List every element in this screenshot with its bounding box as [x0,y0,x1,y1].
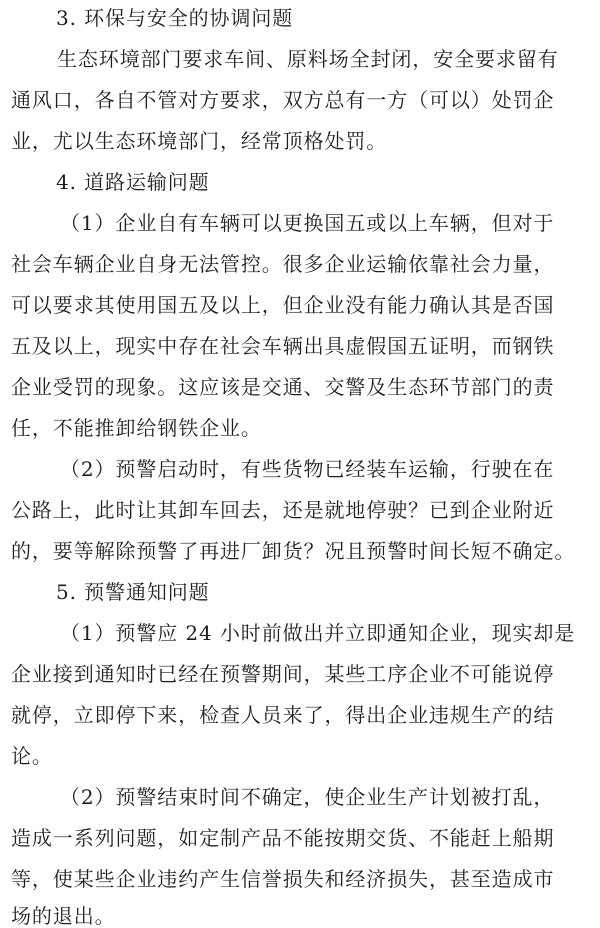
section-heading-3: 3. 环保与安全的协调问题 [56,6,294,30]
paragraph-line: 就停，立即停下来，检查人员来了，得出企业违规生产的结 [11,703,555,727]
paragraph-line: （2）预警结束时间不确定，使企业生产计划被打乱， [60,785,555,809]
paragraph-line: 五及以上，现实中存在社会车辆出具虚假国五证明，而钢铁 [11,334,555,358]
paragraph-line: 公路上，此时让其卸车回去，还是就地停驶？已到企业附近 [11,498,555,522]
paragraph-line: 造成一系列问题，如定制产品不能按期交货、不能赶上船期 [11,826,555,850]
paragraph-line: （2）预警启动时，有些货物已经装车运输，行驶在在 [60,457,555,481]
paragraph-line: （1）预警应 24 小时前做出并立即通知企业，现实却是 [60,621,576,645]
paragraph-line: 的，要等解除预警了再进厂卸货？况且预警时间长短不确定。 [11,539,576,563]
paragraph-line: 论。 [11,744,53,768]
paragraph-line: 企业接到通知时已经在预警期间，某些工序企业不可能说停 [11,662,555,686]
paragraph-line: 业，尤以生态环境部门，经常顶格处罚。 [11,129,388,153]
section-heading-5: 5. 预警通知问题 [56,580,210,604]
paragraph-line: （1）企业自有车辆可以更换国五或以上车辆，但对于 [60,211,555,235]
paragraph-line: 任，不能推卸给钢铁企业。 [11,416,262,440]
paragraph-line: 可以要求其使用国五及以上，但企业没有能力确认其是否国 [11,293,555,317]
paragraph-line: 等，使某些企业违约产生信誉损失和经济损失，甚至造成市 [11,867,555,891]
paragraph-line: 生态环境部门要求车间、原料场全封闭，安全要求留有 [57,47,559,71]
paragraph-line: 企业受罚的现象。这应该是交通、交警及生态环节部门的责 [11,375,555,399]
section-heading-4: 4. 道路运输问题 [56,170,210,194]
paragraph-line: 通风口，各自不管对方要求，双方总有一方（可以）处罚企 [11,88,555,112]
paragraph-line: 社会车辆企业自身无法管控。很多企业运输依靠社会力量， [11,252,555,276]
paragraph-line: 场的退出。 [11,904,116,928]
